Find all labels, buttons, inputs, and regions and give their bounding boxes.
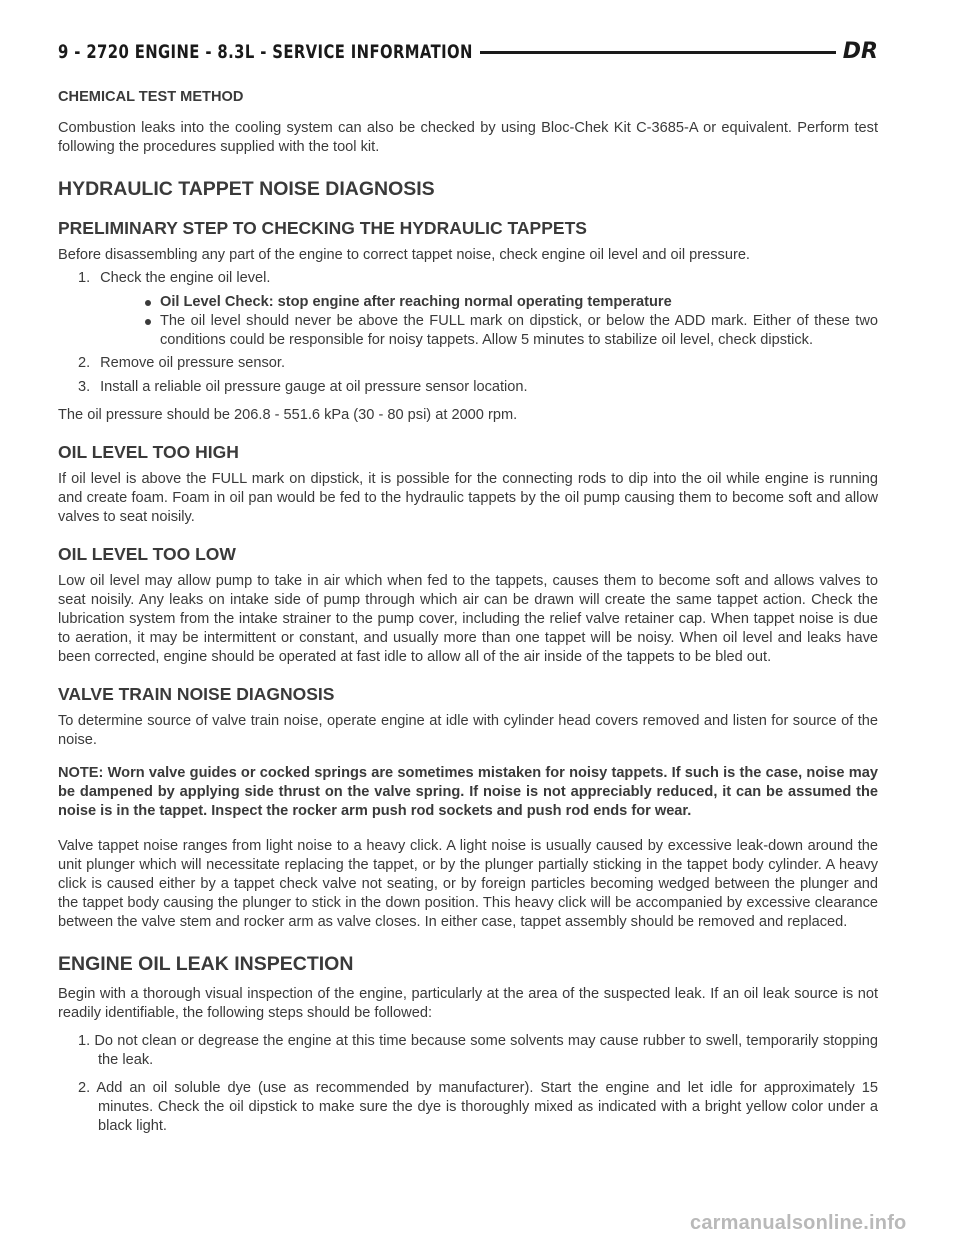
page-header: [58, 38, 878, 66]
valve-train-paragraph: To determine source of valve train noise, operate engine at idle with cylinder head covers removed and listen for source of the noise.: [58, 713, 878, 748]
bullet-oil-level-check: Oil Level Check: stop engine after reaching normal operating temperature: [148, 293, 878, 312]
oil-pressure-spec: The oil pressure should be 206.8 - 551.6 kPa (30 - 80 psi) at 2000 rpm.: [58, 407, 518, 423]
oil-too-low-heading: OIL LEVEL TOO LOW: [58, 544, 236, 564]
step-2-text: Remove oil pressure sensor.: [100, 355, 285, 371]
page-content: [58, 88, 878, 1145]
oil-check-bullets: [58, 293, 878, 350]
valve-train-heading: VALVE TRAIN NOISE DIAGNOSIS: [58, 684, 335, 704]
oil-too-high-heading: OIL LEVEL TOO HIGH: [58, 442, 239, 462]
leak-step-2: 2. Add an oil soluble dye (use as recommended by manufacturer). Start the engine and let idle for approximately 15 minutes. Check the oil dipstick to make sure the dye is thoroughly mixed as indicated with a bright yellow color under a black light.: [78, 1080, 878, 1134]
step-1-text: Check the engine oil level.: [100, 270, 271, 286]
header-rule: [480, 51, 836, 54]
preliminary-intro: Before disassembling any part of the engine to correct tappet noise, check engine oil level and oil pressure.: [58, 247, 750, 263]
valve-train-note: NOTE: Worn valve guides or cocked springs are sometimes mistaken for noisy tappets. If such is the case, noise may be dampened by applying side thrust on the valve spring. If noise is not appreciably reduced, it can be assumed the noise is in the tappet. Inspect the rocker arm push rod sockets and push rod ends for wear.: [58, 765, 878, 819]
step-3-number: 3.: [78, 379, 91, 395]
leak-step-1: 1. Do not clean or degrease the engine at this time because some solvents may cause rubber to swell, temporarily stopping the leak.: [78, 1033, 878, 1068]
header-model-code: DR: [842, 39, 878, 64]
bullet-oil-level-limits: The oil level should never be above the FULL mark on dipstick, or below the ADD mark. Either of these two conditions could be responsible for noisy tappets. Allow 5 minutes to stabilize oil level, check dipstick.: [148, 312, 878, 350]
site-watermark: carmanualsonline.info: [690, 1212, 907, 1234]
oil-leak-heading: ENGINE OIL LEAK INSPECTION: [58, 953, 354, 975]
oil-too-low-paragraph: Low oil level may allow pump to take in air which when fed to the tappets, causes them to become soft and allows valves to seat noisily. Any leaks on intake side of pump through which air can be drawn will create the same tappet action. Check the lubrication system from the intake strainer to the pump cover, including the relief valve retainer cap. When tappet noise is due to aeration, it may be intermittent or constant, and usually more than one tappet will be noisy. When oil level and leaks have been corrected, engine should be operated at fast idle to allow all of the air inside of the tappets to be bled out.: [58, 573, 878, 665]
oil-too-high-paragraph: If oil level is above the FULL mark on dipstick, it is possible for the connecting rods to dip into the oil while engine is running and create foam. Foam in oil pan would be fed to the hydraulic tappets by the oil pump causing them to become soft and allow valves to seat noisily.: [58, 471, 878, 525]
step-2: [58, 354, 878, 373]
oil-leak-intro: Begin with a thorough visual inspection of the engine, particularly at the area of the suspected leak. If an oil leak source is not readily identifiable, the following steps should be followed:: [58, 986, 878, 1021]
step-1: [58, 269, 878, 288]
header-title: 9 - 2720 ENGINE - 8.3L - SERVICE INFORMATION: [58, 41, 473, 63]
preliminary-step-heading: PRELIMINARY STEP TO CHECKING THE HYDRAULIC TAPPETS: [58, 218, 587, 238]
step-2-number: 2.: [78, 355, 91, 371]
step-1-number: 1.: [78, 270, 91, 286]
valve-tappet-noise-paragraph: Valve tappet noise ranges from light noise to a heavy click. A light noise is usually caused by excessive leak-down around the unit plunger which will necessitate replacing the tappet, or by the plunger partially sticking in the tappet body cylinder. A heavy click is caused either by a tappet check valve not seating, or by foreign particles becoming wedged between the plunger and the tappet body causing the plunger to stick in the down position. This heavy click will be accompanied by excessive clearance between the valve stem and rocker arm as valve closes. In either case, tappet assembly should be removed and replaced.: [58, 838, 878, 930]
step-3: [58, 378, 878, 397]
chemical-test-paragraph: Combustion leaks into the cooling system can also be checked by using Bloc-Chek Kit C-3685-A or equivalent. Perform test following the procedures supplied with the tool kit.: [58, 120, 878, 155]
chemical-test-heading: CHEMICAL TEST METHOD: [58, 89, 244, 105]
step-3-text: Install a reliable oil pressure gauge at oil pressure sensor location.: [100, 379, 528, 395]
tappet-noise-heading: HYDRAULIC TAPPET NOISE DIAGNOSIS: [58, 178, 435, 200]
